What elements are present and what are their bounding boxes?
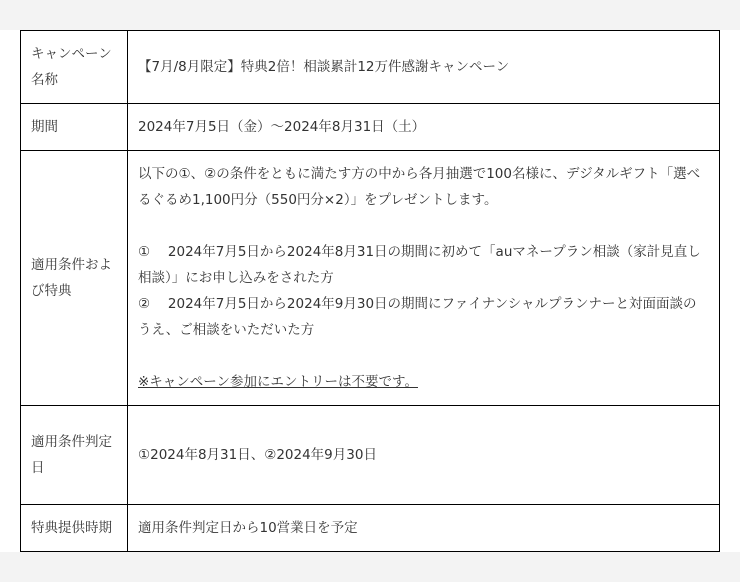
judgement-date-label: 適用条件判定日: [21, 406, 128, 505]
spacer: [138, 213, 709, 239]
provision-value: 適用条件判定日から10営業日を予定: [128, 505, 720, 552]
table-row-campaign-name: [21, 31, 720, 104]
spacer: [138, 343, 709, 369]
campaign-page: [0, 30, 740, 552]
condition-item-2: ② 2024年7月5日から2024年9月30日の期間にファイナンシャルプランナーと対面面談のうえ、ご相談をいただいた方: [138, 296, 697, 338]
conditions-cell: [128, 151, 720, 406]
period-label: 期間: [21, 104, 128, 151]
table-row-period: [21, 104, 720, 151]
condition-item-1: ① 2024年7月5日から2024年8月31日の期間に初めて「auマネープラン相談（家計見直し相談）」にお申し込みをされた方: [138, 244, 701, 286]
campaign-name-label: キャンペーン名称: [21, 31, 128, 104]
table-row-judgement-date: [21, 406, 720, 505]
campaign-name-value: 【7月/8月限定】特典2倍！相談累計12万件感謝キャンペーン: [128, 31, 720, 104]
conditions-intro: 以下の①、②の条件をともに満たす方の中から各月抽選で100名様に、デジタルギフト「選べるぐるめ1,100円分（550円分×2）」をプレゼントします。: [138, 166, 701, 208]
judgement-date-value: ①2024年8月31日、②2024年9月30日: [128, 406, 720, 505]
entry-note-text: ※キャンペーン参加にエントリーは不要です。: [138, 374, 418, 390]
period-value: 2024年7月5日（金）〜2024年8月31日（土）: [128, 104, 720, 151]
table-row-provision: [21, 505, 720, 552]
provision-label: 特典提供時期: [21, 505, 128, 552]
entry-note: [138, 369, 709, 395]
conditions-label: 適用条件および特典: [21, 151, 128, 406]
campaign-details-table: [20, 30, 720, 552]
table-row-conditions: [21, 151, 720, 406]
